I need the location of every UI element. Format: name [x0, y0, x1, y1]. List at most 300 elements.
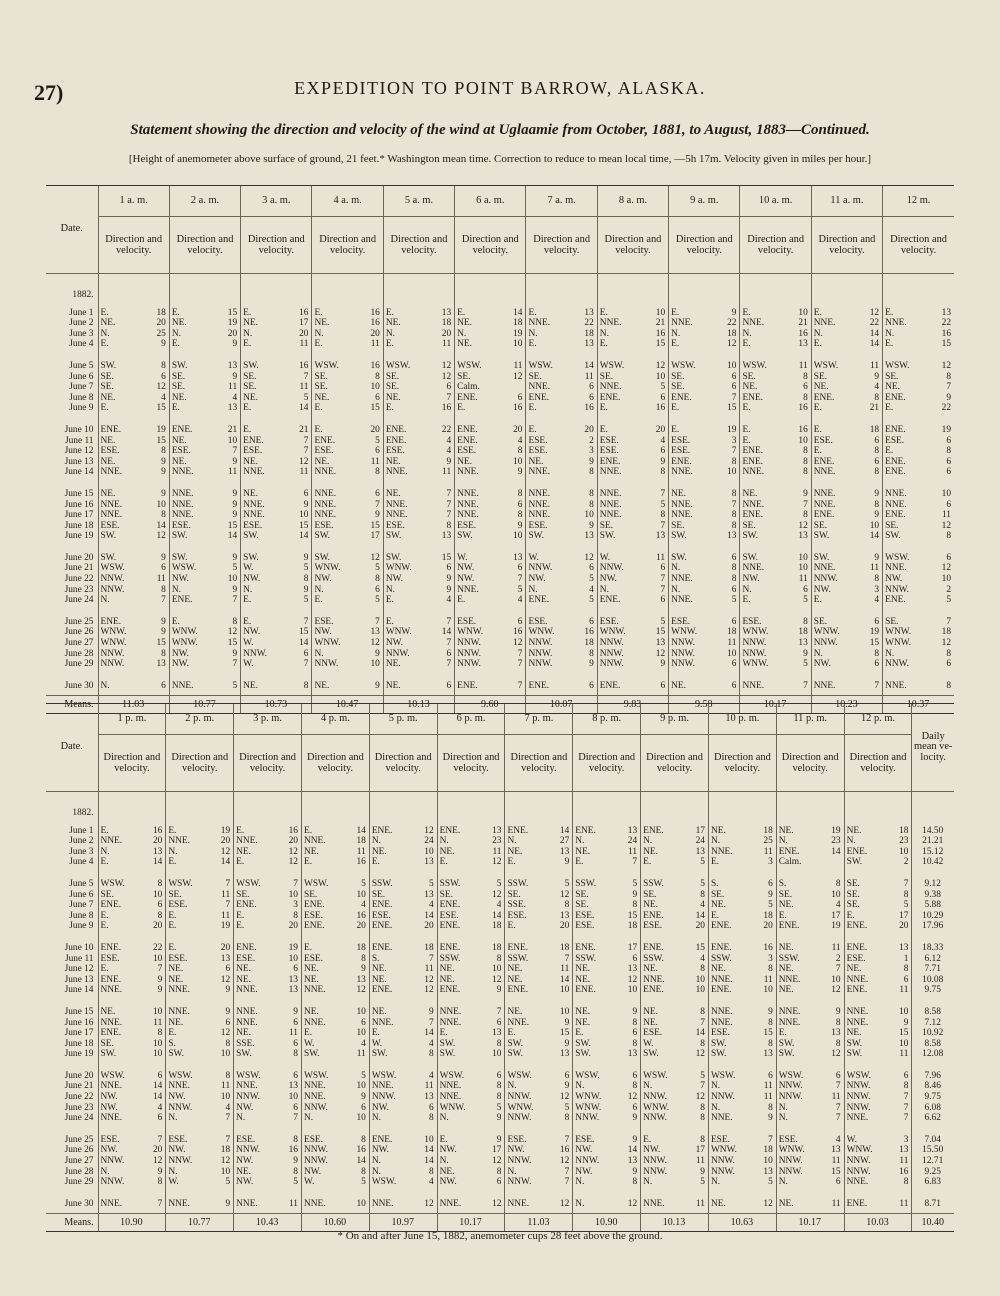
wind-velocity: 8 [768, 1038, 773, 1049]
pm-wind-entry [643, 921, 705, 932]
am-wind-entry [814, 382, 879, 393]
pm-wind-entry [236, 943, 298, 954]
pm-daily-mean-cell [912, 1000, 954, 1064]
am-wind-entry [528, 553, 593, 564]
am-wind-entry [243, 659, 308, 670]
pm-wind-entry [101, 985, 163, 996]
wind-direction: ENE. [599, 680, 621, 691]
am-wind-entry [814, 563, 879, 574]
wind-direction: NNW. [385, 648, 410, 659]
wind-direction: N. [671, 328, 681, 339]
am-wind-entry [742, 627, 807, 638]
am-wind-entry [314, 638, 379, 649]
wind-velocity: 6 [157, 1113, 163, 1124]
am-wind-entry [814, 372, 879, 383]
pm-year: 1882. [72, 808, 94, 818]
wind-direction: N. [885, 328, 895, 339]
wind-velocity: 11 [763, 1092, 773, 1103]
wind-direction: ESE. [575, 910, 595, 921]
wind-velocity: 6 [496, 1070, 502, 1081]
pm-wind-entry [847, 1081, 909, 1092]
pm-wind-entry [372, 1049, 434, 1060]
am-wind-entry [742, 372, 807, 383]
wind-direction: E. [385, 307, 394, 318]
wind-direction: E. [385, 403, 394, 414]
am-wind-entry [243, 339, 308, 350]
wind-velocity: 6 [589, 563, 594, 574]
pm-wind-cell [708, 1064, 776, 1128]
am-wind-entry [314, 649, 379, 660]
am-wind-entry [101, 329, 166, 340]
wind-velocity: 9 [835, 1006, 841, 1017]
pm-wind-entry [440, 890, 502, 901]
pm-mean-value: 10.60 [301, 1214, 369, 1232]
pm-wind-entry [711, 985, 773, 996]
wind-velocity: 15 [627, 910, 638, 921]
am-wind-cell [241, 418, 312, 482]
pm-wind-entry [711, 1071, 773, 1082]
am-direction-velocity-header: Direction and velocity. [740, 217, 811, 274]
am-spacer [669, 274, 740, 301]
am-wind-entry [528, 372, 593, 383]
wind-direction: WSW. [303, 878, 329, 889]
am-hour-header: 3 a. m. [241, 186, 312, 217]
pm-daily-mean-cell [912, 1192, 954, 1214]
daily-mean-value: 14.50 [922, 825, 944, 836]
pm-wind-entry [779, 1103, 841, 1114]
wind-velocity: 12 [513, 638, 523, 649]
pm-wind-entry [643, 1049, 705, 1060]
wind-direction: NNE. [439, 1017, 462, 1028]
pm-wind-entry [711, 964, 773, 975]
date-label: June 8 [69, 910, 94, 921]
daily-mean-value: 9.38 [924, 889, 941, 900]
wind-velocity: 5 [293, 1177, 298, 1188]
am-wind-cell [811, 674, 882, 696]
am-wind-entry [457, 446, 522, 457]
wind-direction: E. [100, 307, 109, 318]
pm-wind-entry [440, 1145, 502, 1156]
am-mean-value: 10.77 [169, 696, 240, 714]
pm-wind-cell [505, 1000, 573, 1064]
am-wind-entry [600, 329, 665, 340]
wind-velocity: 20 [513, 424, 523, 435]
wind-direction: W. [168, 1177, 179, 1188]
am-wind-entry [457, 649, 522, 660]
am-wind-entry [314, 510, 379, 521]
wind-direction: NNE. [599, 510, 622, 521]
pm-wind-entry [304, 1103, 366, 1114]
wind-direction: N. [439, 836, 449, 847]
pm-wind-entry [304, 1092, 366, 1103]
wind-direction: NE. [710, 964, 726, 975]
wind-direction: N. [371, 1156, 381, 1167]
wind-velocity: 20 [441, 328, 452, 339]
wind-direction: E. [671, 307, 680, 318]
am-wind-entry [101, 681, 166, 692]
am-wind-cell [740, 418, 811, 482]
am-wind-entry [172, 403, 237, 414]
wind-direction: NNW. [575, 1156, 600, 1167]
date-label: June 25 [64, 1134, 94, 1145]
wind-direction: NNW. [846, 1166, 871, 1177]
wind-direction: NNW. [643, 1156, 667, 1167]
pm-direction-velocity-header: Direction and velocity. [505, 735, 573, 792]
wind-direction: NNE. [314, 499, 337, 510]
wind-direction: NNE. [507, 1198, 530, 1209]
wind-direction: ENE. [885, 510, 906, 521]
pm-wind-entry [575, 911, 637, 922]
wind-velocity: 13 [627, 1156, 638, 1167]
pm-wind-entry [304, 1018, 366, 1029]
pm-hour-header: 2 p. m. [166, 704, 234, 735]
pm-wind-entry [168, 1049, 230, 1060]
pm-wind-entry [304, 1113, 366, 1124]
pm-wind-entry [847, 1135, 909, 1146]
pm-wind-entry [711, 954, 773, 965]
wind-direction: W. [846, 1134, 857, 1145]
am-wind-entry [172, 446, 237, 457]
wind-direction: NNE. [243, 510, 265, 521]
wind-velocity: 13 [356, 974, 366, 985]
page-number: 27) [34, 80, 64, 105]
wind-direction: NW. [507, 1145, 525, 1156]
wind-velocity: 4 [517, 595, 523, 606]
am-wind-cell [241, 482, 312, 546]
wind-direction: ENE. [885, 424, 906, 435]
wind-direction: E. [742, 307, 751, 318]
wind-direction: E. [243, 307, 252, 318]
wind-direction: ENE. [813, 456, 835, 467]
wind-velocity: 11 [153, 1017, 163, 1028]
am-wind-entry [314, 531, 379, 542]
wind-direction: NW. [371, 1145, 389, 1156]
wind-direction: NNE. [303, 1092, 326, 1103]
wind-velocity: 10 [152, 1006, 163, 1017]
wind-velocity: 18 [727, 328, 737, 339]
am-wind-entry [600, 436, 665, 447]
wind-direction: E. [813, 446, 822, 457]
wind-direction: WNW. [100, 627, 127, 638]
pm-wind-entry [847, 1071, 909, 1082]
wind-direction: E. [885, 446, 894, 457]
pm-wind-entry [372, 1028, 434, 1039]
pm-wind-entry [440, 921, 502, 932]
am-wind-entry [600, 585, 665, 596]
wind-velocity: 8 [293, 910, 298, 921]
pm-wind-entry [236, 1007, 298, 1018]
wind-velocity: 5 [303, 563, 309, 574]
pm-hour-header: 10 p. m. [708, 704, 776, 735]
pm-wind-cell [437, 1064, 505, 1128]
daily-mean-value: 12.71 [922, 1156, 944, 1167]
pm-wind-entry [372, 1071, 434, 1082]
wind-direction: N. [846, 836, 856, 847]
am-wind-entry [528, 681, 593, 692]
wind-velocity: 18 [941, 627, 951, 638]
wind-velocity: 11 [221, 1081, 231, 1092]
wind-direction: SW. [778, 1038, 795, 1049]
wind-velocity: 11 [513, 360, 523, 371]
am-spacer [811, 274, 882, 301]
am-wind-cell [383, 610, 454, 674]
wind-velocity: 2 [903, 857, 909, 868]
pm-wind-entry [779, 1145, 841, 1156]
pm-wind-entry [101, 1156, 163, 1167]
pm-wind-entry [507, 1028, 569, 1039]
wind-velocity: 16 [899, 1166, 909, 1177]
am-wind-entry [742, 510, 807, 521]
pm-wind-entry [575, 1113, 637, 1124]
pm-wind-entry [304, 1028, 366, 1039]
wind-direction: ENE. [528, 595, 550, 606]
pm-wind-entry [847, 1167, 909, 1178]
wind-direction: NE. [813, 382, 829, 393]
wind-velocity: 8 [517, 510, 523, 521]
wind-direction: SE. [439, 889, 453, 900]
wind-velocity: 12 [627, 974, 638, 985]
pm-wind-cell [437, 819, 505, 872]
am-wind-entry [243, 361, 308, 372]
wind-velocity: 25 [763, 836, 773, 847]
wind-direction: ENE. [846, 985, 868, 996]
wind-direction: ENE. [171, 424, 193, 435]
am-wind-entry [671, 563, 736, 574]
wind-velocity: 6 [731, 382, 737, 393]
wind-velocity: 19 [156, 424, 166, 435]
am-wind-entry [101, 595, 166, 606]
wind-direction: N. [168, 846, 178, 857]
pm-wind-entry [101, 836, 163, 847]
pm-wind-entry [507, 975, 569, 986]
date-label: June 17 [64, 510, 94, 521]
wind-velocity: 9 [874, 552, 880, 563]
pm-wind-entry [168, 1145, 230, 1156]
wind-velocity: 5 [768, 1177, 773, 1188]
wind-velocity: 8 [632, 1017, 638, 1028]
wind-direction: NNW. [457, 659, 482, 670]
wind-direction: W. [643, 1038, 654, 1049]
wind-velocity: 8 [496, 1166, 502, 1177]
wind-direction: E. [303, 942, 313, 953]
daily-mean-value: 10.08 [922, 974, 944, 985]
wind-velocity: 8 [517, 488, 523, 499]
wind-velocity: 11 [727, 638, 737, 649]
wind-direction: NNW. [643, 1092, 667, 1103]
pm-wind-entry [711, 921, 773, 932]
wind-direction: NE. [171, 392, 187, 403]
wind-direction: NNE. [742, 563, 765, 574]
wind-direction: NNE. [778, 974, 801, 985]
wind-velocity: 15 [869, 638, 880, 649]
pm-wind-entry [507, 1177, 569, 1188]
pm-wind-entry [575, 1049, 637, 1060]
wind-direction: SE. [599, 520, 614, 531]
wind-velocity: 13 [627, 964, 638, 975]
date-label: June 11 [64, 953, 94, 964]
wind-direction: ENE. [100, 974, 122, 985]
wind-velocity: 8 [768, 1017, 773, 1028]
am-wind-entry [457, 308, 522, 319]
wind-direction: E. [236, 910, 245, 921]
pm-wind-entry [847, 857, 909, 868]
wind-velocity: 7 [446, 488, 452, 499]
pm-wind-entry [643, 954, 705, 965]
am-wind-cell [383, 418, 454, 482]
wind-direction: NNW. [778, 1081, 803, 1092]
wind-direction: NE. [314, 318, 330, 329]
wind-velocity: 11 [560, 964, 570, 975]
wind-direction: E. [742, 424, 751, 435]
wind-velocity: 8 [874, 499, 880, 510]
am-wind-entry [243, 531, 308, 542]
wind-direction: ENE. [813, 392, 835, 403]
wind-direction: NE. [100, 435, 116, 446]
wind-velocity: 6 [946, 435, 951, 446]
pm-wind-entry [643, 836, 705, 847]
pm-wind-entry [643, 911, 705, 922]
wind-direction: N. [710, 1177, 721, 1188]
wind-velocity: 10 [727, 648, 737, 659]
wind-velocity: 3 [589, 446, 594, 457]
pm-wind-entry [643, 879, 705, 890]
wind-direction: SE. [171, 382, 186, 393]
wind-velocity: 11 [442, 339, 452, 350]
am-wind-entry [243, 500, 308, 511]
am-hour-header: 10 a. m. [740, 186, 811, 217]
am-spacer [312, 274, 383, 301]
wind-velocity: 10 [798, 563, 808, 574]
am-wind-entry [101, 617, 166, 628]
wind-direction: ESE. [671, 616, 691, 627]
am-wind-cell [455, 301, 526, 354]
daily-mean-value: 7.12 [924, 1017, 941, 1028]
wind-velocity: 9 [161, 467, 166, 478]
wind-velocity: 9 [232, 456, 238, 467]
pm-wind-entry [847, 1028, 909, 1039]
am-wind-entry [742, 425, 807, 436]
pm-wind-cell [708, 1128, 776, 1192]
wind-velocity: 3 [293, 900, 298, 911]
wind-velocity: 9 [225, 1198, 231, 1209]
pm-mean-value: 10.13 [641, 1214, 709, 1232]
wind-direction: WSW. [885, 552, 910, 563]
wind-velocity: 11 [695, 1156, 705, 1167]
am-wind-entry [314, 308, 379, 319]
wind-velocity: 15 [370, 520, 380, 531]
pm-direction-velocity-header: Direction and velocity. [776, 735, 844, 792]
wind-direction: NE. [314, 456, 330, 467]
wind-direction: NNE. [813, 467, 836, 478]
pm-wind-entry [711, 1081, 773, 1092]
wind-direction: W. [303, 1177, 315, 1188]
pm-wind-cell [844, 872, 912, 936]
date-label: June 19 [64, 1049, 94, 1060]
wind-velocity: 18 [441, 318, 452, 329]
am-wind-entry [101, 339, 166, 350]
wind-direction: NNW. [528, 659, 553, 670]
wind-direction: N. [168, 1113, 178, 1124]
wind-velocity: 10 [899, 1038, 909, 1049]
pm-wind-entry [575, 1199, 637, 1210]
date-label: June 4 [69, 339, 94, 350]
wind-direction: ESE. [314, 446, 334, 457]
am-wind-cell [811, 546, 882, 610]
pm-wind-entry [304, 879, 366, 890]
pm-wind-entry [779, 847, 841, 858]
am-wind-cell [740, 546, 811, 610]
wind-velocity: 8 [803, 456, 808, 467]
wind-direction: N. [599, 584, 609, 595]
wind-velocity: 9 [564, 1081, 570, 1092]
am-wind-entry [172, 638, 237, 649]
pm-direction-velocity-header: Direction and velocity. [234, 735, 302, 792]
pm-wind-entry [101, 1145, 163, 1156]
am-wind-entry [314, 329, 379, 340]
wind-direction: E. [236, 857, 245, 868]
wind-velocity: 6 [517, 616, 523, 627]
wind-direction: ENE. [885, 456, 906, 467]
pm-wind-entry [101, 847, 163, 858]
footnote: * On and after June 15, 1882, anemometer cups 28 feet above the ground. [337, 1230, 663, 1242]
date-label: June 25 [64, 616, 94, 627]
wind-direction: NNE. [303, 1081, 326, 1092]
wind-direction: ENE. [671, 456, 692, 467]
wind-direction: WNW. [507, 1102, 534, 1113]
wind-velocity: 10 [763, 1156, 773, 1167]
pm-wind-entry [372, 921, 434, 932]
am-wind-entry [386, 659, 451, 670]
pm-direction-velocity-header: Direction and velocity. [437, 735, 505, 792]
pm-wind-entry [507, 1135, 569, 1146]
wind-direction: NE. [643, 846, 658, 857]
wind-direction: NNE. [243, 467, 265, 478]
wind-velocity: 9 [660, 456, 666, 467]
am-wind-cell [383, 354, 454, 418]
am-spacer [383, 274, 454, 301]
wind-direction: NNE. [236, 985, 258, 996]
wind-velocity: 9 [161, 456, 166, 467]
am-wind-entry [457, 521, 522, 532]
am-wind-entry [386, 403, 451, 414]
wind-direction: NW. [813, 659, 831, 670]
wind-direction: NNE. [439, 1198, 462, 1209]
wind-direction: ESE. [168, 900, 188, 911]
wind-velocity: 6 [293, 1038, 298, 1049]
wind-velocity: 16 [356, 857, 366, 868]
wind-velocity: 4 [835, 900, 841, 911]
am-wind-entry [457, 595, 522, 606]
date-label: June 29 [64, 1177, 94, 1188]
wind-direction: E. [643, 1134, 652, 1145]
pm-wind-entry [440, 879, 502, 890]
wind-velocity: 4 [835, 1134, 841, 1145]
wind-velocity: 6 [161, 371, 166, 382]
wind-velocity: 8 [700, 889, 705, 900]
wind-direction: N. [314, 648, 324, 659]
wind-velocity: 8 [428, 1166, 434, 1177]
pm-wind-cell [641, 936, 709, 1000]
wind-direction: NNE. [439, 1006, 462, 1017]
wind-velocity: 13 [288, 985, 298, 996]
am-wind-entry [885, 681, 951, 692]
wind-direction: NE. [457, 339, 472, 350]
am-wind-entry [386, 627, 451, 638]
wind-direction: NNW. [303, 1145, 328, 1156]
wind-velocity: 8 [835, 1017, 841, 1028]
wind-direction: E. [314, 424, 323, 435]
wind-direction: ESE. [671, 446, 691, 457]
